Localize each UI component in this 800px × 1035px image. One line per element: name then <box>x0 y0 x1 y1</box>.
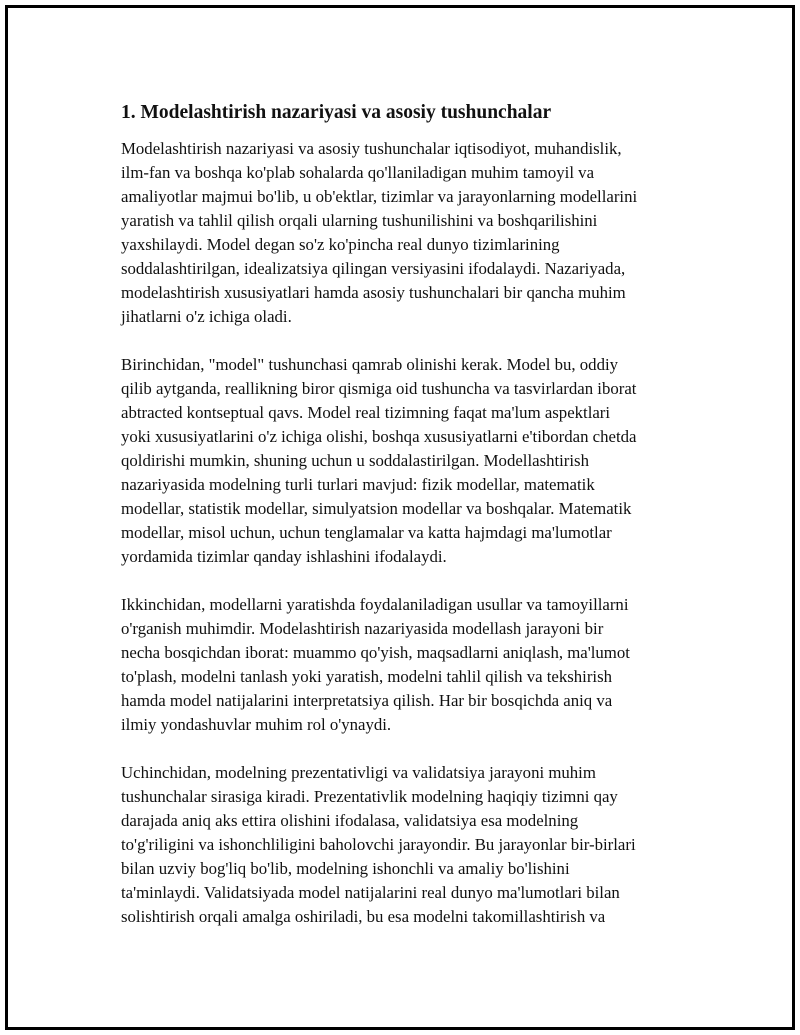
document-content <box>121 101 701 953</box>
text-line: abtracted kontseptual qavs. Model real tizimning faqat ma'lum aspektlari <box>121 403 611 422</box>
text-line: ilm-fan va boshqa ko'plab sohalarda qo'llaniladigan muhim tamoyil va <box>121 163 595 182</box>
text-line: yordamida tizimlar qanday ishlashini ifodalaydi. <box>121 547 447 566</box>
text-line: tushunchalar sirasiga kiradi. Prezentativlik modelning haqiqiy tizimni qay <box>121 787 618 806</box>
text-line: Uchinchidan, modelning prezentativligi va validatsiya jarayoni muhim <box>121 763 596 782</box>
paragraph-2 <box>121 353 701 569</box>
paragraph-1 <box>121 137 701 329</box>
text-line: nazariyasida modelning turli turlari mavjud: fizik modellar, matematik <box>121 475 595 494</box>
text-line: yaxshilaydi. Model degan so'z ko'pincha real dunyo tizimlarining <box>121 235 560 254</box>
text-line: modellar, statistik modellar, simulyatsion modellar va boshqalar. Matematik <box>121 499 632 518</box>
text-line: qoldirishi mumkin, shuning uchun u soddalastirilgan. Modellashtirish <box>121 451 589 470</box>
text-line: yaratish va tahlil qilish orqali ularning tushunilishini va boshqarilishini <box>121 211 598 230</box>
text-line: yoki xususiyatlarini o'z ichiga olishi, boshqa xususiyatlarni e'tibordan chetda <box>121 427 637 446</box>
paragraph-4 <box>121 761 701 929</box>
text-line: hamda model natijalarini interpretatsiya qilish. Har bir bosqichda aniq va <box>121 691 613 710</box>
text-line: to'g'riligini va ishonchliligini baholovchi jarayondir. Bu jarayonlar bir-birlari <box>121 835 636 854</box>
text-line: Birinchidan, "model" tushunchasi qamrab olinishi kerak. Model bu, oddiy <box>121 355 619 374</box>
text-line: darajada aniq aks ettira olishini ifodalasa, validatsiya esa modelning <box>121 811 579 830</box>
text-line: soddalashtirilgan, idealizatsiya qilingan versiyasini ifodalaydi. Nazariyada, <box>121 259 626 278</box>
text-line: ilmiy yondashuvlar muhim rol o'ynaydi. <box>121 715 392 734</box>
document-page <box>5 5 795 1030</box>
text-line: o'rganish muhimdir. Modelashtirish nazariyasida modellash jarayoni bir <box>121 619 604 638</box>
text-line: modellar, misol uchun, uchun tenglamalar va katta hajmdagi ma'lumotlar <box>121 523 612 542</box>
section-heading: 1. Modelashtirish nazariyasi va asosiy tushunchalar <box>121 102 552 123</box>
text-line: Modelashtirish nazariyasi va asosiy tushunchalar iqtisodiyot, muhandislik, <box>121 139 622 158</box>
text-line: jihatlarni o'z ichiga oladi. <box>121 307 292 326</box>
paragraph-3 <box>121 593 701 737</box>
text-line: solishtirish orqali amalga oshiriladi, bu esa modelni takomillashtirish va <box>121 907 606 926</box>
text-line: modelashtirish xususiyatlari hamda asosiy tushunchalari bir qancha muhim <box>121 283 626 302</box>
text-line: bilan uzviy bog'liq bo'lib, modelning ishonchli va amaliy bo'lishini <box>121 859 570 878</box>
text-line: necha bosqichdan iborat: muammo qo'yish, maqsadlarni aniqlash, ma'lumot <box>121 643 630 662</box>
text-line: amaliyotlar majmui bo'lib, u ob'ektlar, tizimlar va jarayonlarning modellarini <box>121 187 638 206</box>
text-line: ta'minlaydi. Validatsiyada model natijalarini real dunyo ma'lumotlari bilan <box>121 883 620 902</box>
text-line: to'plash, modelni tanlash yoki yaratish, modelni tahlil qilish va tekshirish <box>121 667 613 686</box>
text-line: Ikkinchidan, modellarni yaratishda foydalaniladigan usullar va tamoyillarni <box>121 595 629 614</box>
text-line: qilib aytganda, reallikning biror qismiga oid tushuncha va tasvirlardan iborat <box>121 379 637 398</box>
